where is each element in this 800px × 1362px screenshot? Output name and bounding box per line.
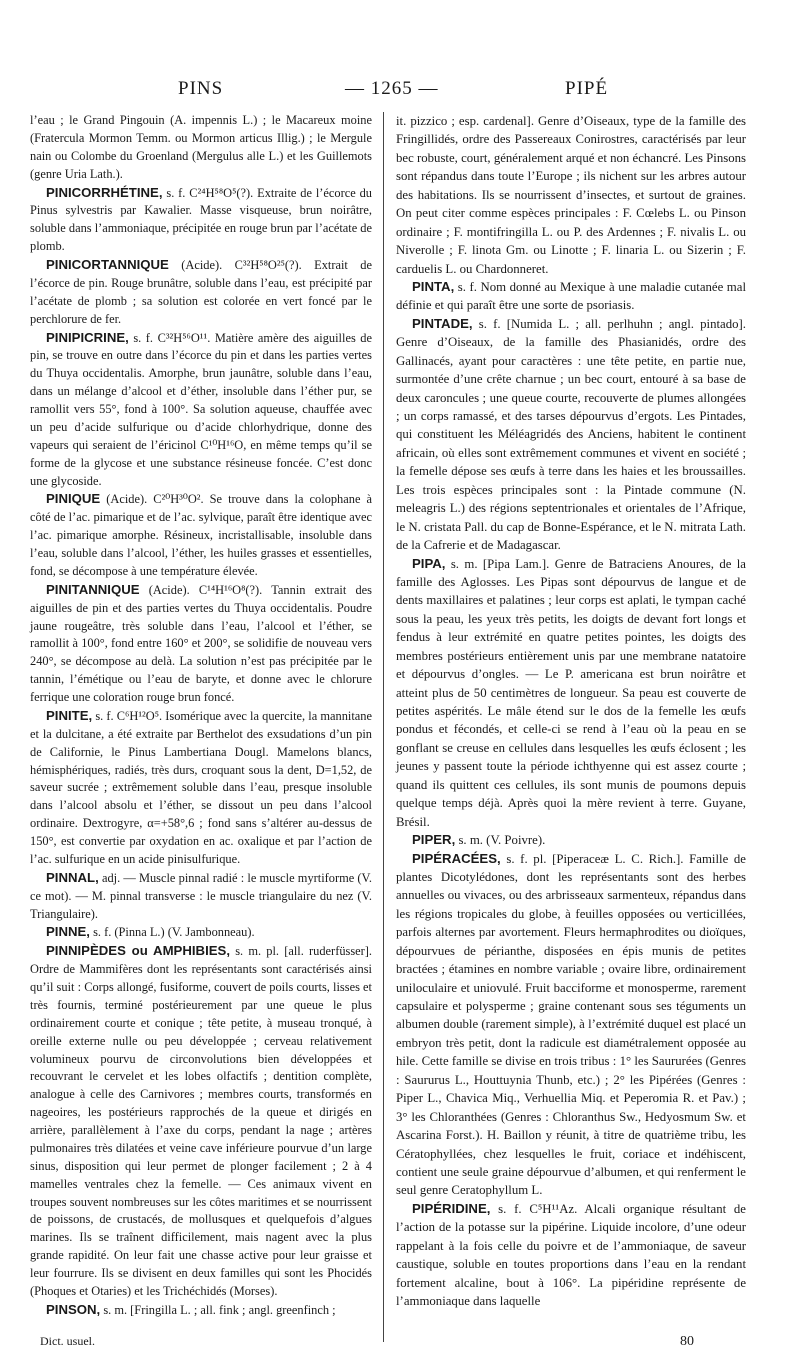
entry-headword: PIPÉRIDINE, [412,1200,491,1216]
entry-headword: PIPA, [412,555,446,571]
entry-text: s. f. Nom donné au Mexique à une maladie cutanée mal définie et qui paraît être une sorte de psoriasis. [396,279,746,313]
entry-text: s. m. pl. [all. ruderfüsser]. Ordre de Mammifères dont les représentants sont caractérisés ainsi qu’il suit : Corps allongé, fusiforme, couvert de poils courts, lisses et très fournis, terminé postérieurement par une queue le plus ordinairement courte et conique ; tête petite, à museau tronqué, à oreille externe nulle ou peu développée ; cerveau relativement volumineux pourvu de circonvolutions bien développées et recouvrant le cervelet et les lobes olfactifs ; dentition complète, analogue à celle des Carnivores ; membres courts, transformés en nageoires, les postérieurs rapprochés de la queue et dirigés en arrière, parallèlement à l’axe du corps, pendant la nage ; artères pulmonaires très dilatées et veine cave inférieure pourvue d’un large sinus, disposition qui leur permet de plonger facilement ; 2 à 4 mamelles ventrales chez la femelle. — Ces animaux vivent en troupes souvent nombreuses sur les côtes maritimes et se nourrissent de poissons, de crustacés, de mollusques et quelquefois d’algues marines. Ils se traînent difficilement, mais nagent avec la plus grande rapidité. On leur fait une chasse active pour leur graisse et leur fourrure. Ils se divisent en deux familles qui sont les Phocidés (Phoques et Otaries) et les Trichéchidés (Morses). [30,944,373,1298]
footer-left: Dict. usuel. [40,1334,95,1348]
entry-text: s. f. C⁶H¹²O⁵. Isomérique avec la quercite, la mannitane et la dulcitane, a été extraite par Berthelot des exsudations d’un pin de Californie, le Pinus Lambertiana Dougl. Mamelons blancs, hémisphériques, radiés, très durs, croquant sous la dent, D=1,52, de saveur sucrée ; extrêmement soluble dans l’eau, presque insoluble dans l’alcool absolu et l’éther, se dissout un peu dans l’alcool ordinaire. Dextrogyre, α=+58°,6 ; fond sans s’altérer au-dessus de 150°, est convertie par oxydation en ac. oxalique et par l’action de l’ac. sulfurique en un acide pinisulfurique. [30,708,372,866]
dictionary-entry [30,1301,372,1320]
dictionary-entry [396,112,746,278]
page-header [0,78,800,108]
entry-text: s. m. (V. Poivre). [455,833,546,848]
dictionary-entry [30,869,372,924]
dictionary-entry [30,256,372,329]
entry-text: s. m. [Pipa Lam.]. Genre de Batraciens Anoures, de la famille des Aglosses. Les Pipas sont dépourvus de langue et de dents maxillaires et palatines ; leur corps est aplati, le tympan caché sous la peau, les yeux très petits, les doigts de devant fort longs et fendus à leur extrémité en quatre petites pointes, les doigts des membres postérieurs entièrement unis par une membrane natatoire et dépourvus d’ongles. — Le P. americana est brun noirâtre et atteint plus de 50 centimètres de longueur. Sa peau est couverte de petites aspérités. Le mâle étend sur le dos de la femelle les œufs pondus et fécondés, et celle-ci se rend à l’eau où la peau en se gonflant se creuse en cellules dans lesquelles les œufs éclosent ; les jeunes y passent toute la période ichthyenne qui est assez courte ; quand ils quittent ces cellules, ils sont munis de poumons depuis quelque temps déjà. Après quoi la mère revient à terre. Guyane, Brésil. [396,556,746,829]
entry-headword: PIPÉRACÉES, [412,850,501,866]
entry-headword: PINICORTANNIQUE [46,257,169,272]
dictionary-entry [30,923,372,942]
footer-signature: 80 [680,1334,694,1349]
dictionary-entry [30,581,372,707]
header-right-word: PIPÉ [565,78,609,99]
dictionary-entry [30,329,372,491]
entry-headword: PINNAL, [46,869,99,885]
dictionary-entry [30,942,372,1301]
entry-text: it. pizzico ; esp. cardenal]. Genre d’Oiseaux, type de la famille des Fringillidés, ordre des Passereaux Conirostres, caractérisés par leur bec robuste, court, généralement arqué et non échancré. Les Pinsons sont répandus dans toute l’Europe ; ils nichent sur les arbres autour des habitations. Ils se nourrissent d’insectes, et surtout de graines. On peut citer comme espèces principales : F. Cœlebs L. ou Pinson ordinaire ; F. montifringilla L. ou P. des Ardennes ; F. nivalis L. ou Niverolle ; F. linota Gm. ou Linotte ; F. linaria L. ou Sizerin ; F. carduelis L. ou Chardonneret. [396,114,746,276]
dictionary-entry [30,490,372,580]
entry-headword: PINIQUE [46,491,101,507]
entry-headword: PINTA, [412,278,455,294]
entry-headword: PIPER, [412,832,456,848]
dictionary-entry [30,184,372,257]
dictionary-entry [396,831,746,849]
entry-text: s. f. C⁵H¹¹Az. Alcali organique résultant de l’action de la potasse sur la pipérine. Liquide incolore, d’une odeur rappelant à la fois celle du poivre et de l’ammoniaque, de saveur caustique, soluble en toutes proportions dans l’eau en la rendant fortement alcaline, bout à 106°. La pipéridine représente de l’ammoniaque dans laquelle [396,1201,746,1308]
dictionary-entry [396,315,746,555]
entry-headword: PINITE, [46,707,93,723]
entry-text: s. m. [Fringilla L. ; all. fink ; angl. greenfinch ; [100,1302,336,1317]
page-number-header: — 1265 — [345,78,439,99]
entry-text: adj. — Muscle pinnal radié : le muscle myrtiforme (V. ce mot). — M. pinnal transverse : le muscle triangulaire du nez (V. Triangulaire). [30,870,372,921]
entry-text: (Acide). C³²H⁵⁸O²⁵(?). Extrait de l’écorce de pin. Rouge brunâtre, soluble dans l’eau, est précipité par l’acétate de plomb ; sa solution est colorée en vert foncé par le perchlorure de fer. [30,258,372,326]
entry-headword: PINSON, [46,1301,101,1317]
entry-text: (Acide). C²⁰H³⁰O². Se trouve dans la colophane à côté de l’ac. pimarique et de l’ac. sylvique, paraît être identique avec l’ac. pimarique amorphe. Résineux, incristallisable, insoluble dans l’eau, soluble dans l’alcool, l’éther, les huiles grasses et essentielles, fond, se décompose à une température élevée. [30,492,372,578]
entry-headword: PINIPICRINE, [46,329,129,345]
column-divider [383,112,384,1342]
dictionary-entry [396,278,746,315]
left-column [30,112,372,1320]
entry-text: l’eau ; le Grand Pingouin (A. impennis L.) ; le Macareux moine (Fratercula Mormon Temm. ou Mormon articus Illig.) ; le Mergule nain ou Colombe du Groenland (Mergulus alle L.) et les Guillemots (genre Uria Lath.). [30,113,372,181]
entry-text: s. f. (Pinna L.) (V. Jambonneau). [89,925,255,940]
entry-text: (Acide). C¹⁴H¹⁶O⁸(?). Tannin extrait des aiguilles de pin et des parties vertes du Thuya occidentalis. Poudre jaune rougeâtre, très soluble dans l’eau, l’alcool et l’éther, se ramollit à 100°, fond entre 160° et 200°, se solidifie de nouveau vers 240°, se décompose au delà. La solution n’est pas précipitée par le tannin, l’émétique ou l’eau de baryte, et donne avec le chlorure ferrique une coloration rouge brun foncé. [30,582,372,704]
header-left-word: PINS [178,78,224,99]
dictionary-entry [396,555,746,832]
entry-headword: PINITANNIQUE [46,581,140,597]
entry-headword: PINTADE, [412,315,473,331]
entry-text: s. f. [Numida L. ; all. perlhuhn ; angl. pintado]. Genre d’Oiseaux, de la famille des Phasianidés, ordre des Gallinacés, ayant pour caractères : une tête petite, en partie nue, surmontée d’une crête charnue ; un bec court, entouré à sa base de deux caroncules ; une queue courte, recouverte de plumes allongées ; un corps ramassé, et des tarses dépourvus d’ergots. Les Pintades, qui constituent les Méléagridés des Anciens, habitent le continent africain, où elles sont extrêmement communes et vivent en société ; la femelle dépose ses œufs à terre dans les haies et les broussailles. Les trois espèces principales sont : la Pintade commune (N. meleagris L.) des régions septentrionales et orientales de l’Afrique, le N. cristata Pall. du cap de Bonne-Espérance, et le N. mitrata Lath. de la Cafrerie et de Madagascar. [396,316,747,553]
dictionary-entry [396,1200,746,1311]
dictionary-entry [30,707,372,869]
right-column [396,112,746,1310]
entry-text: s. f. C²⁴H⁵⁸O⁵(?). Extraite de l’écorce du Pinus sylvestris par Kawalier. Masse visqueuse, brun noirâtre, soluble dans l’ammoniaque, précipitée en rouge brun par l’acétate de plomb. [30,185,372,254]
dictionary-entry [30,112,372,184]
entry-text: s. f. pl. [Piperaceæ L. C. Rich.]. Famille de plantes Dicotylédones, dont les représentants sont des herbes annuelles ou vivaces, ou des arbrisseaux sarmenteux, répandus dans les régions tropicales du globe, à feuilles opposées ou verticillées, parfois alternes par avortement. Fleurs hermaphrodites ou dioïques, dépourvues de périanthe, disposées en épis munis de petites bractées ; étamines en nombre variable ; ovaire libre, ordinairement uniloculaire et uniovulé. Fruit bacciforme et monosperme, rarement capsulaire et polysperme ; graine contenant sous ses téguments un albumen double (rarement simple), à l’extrémité duquel est placé un embryon très petit, dont la radicule est diamétralement opposée au hile. Cette famille se divise en trois tribus : 1° les Saururées (Genres : Saururus L., Houttuynia Thunb, etc.) ; 2° les Pipérées (Genres : Piper L., Chavica Miq., Verhuellia Miq. et Peperomia R. et Pav.) ; 3° les Chloranthées (Genres : Chloranthus Sw., Hedyosmum Sw. et Ascarina Forst.). H. Baillon y réunit, à titre de quatrième tribu, les Cératophyllées, chez lesquelles le fruit, coriace et indéhiscent, contient une seule graine dépourvue d’albumen, et qui renferment le seul genre Ceratophyllum L. [396,851,746,1198]
entry-headword: PINNE, [46,924,90,940]
entry-headword: PINICORRHÉTINE, [46,184,163,200]
entry-text: s. f. C³²H⁵⁶O¹¹. Matière amère des aiguilles de pin, se trouve en outre dans l’écorce du pin et dans les parties vertes du Thuya occidentalis. Amorphe, brun jaunâtre, soluble dans l’eau, dans un mélange d’alcool et d’éther, insoluble dans l’éther pur, se ramollit vers 55°, fond à 100°. Sa solution aqueuse, chauffée avec un peu d’acide sulfurique ou d’acide chlorhydrique, donne des vapeurs qui seraient de l’éricinol C¹⁰H¹⁶O, en même temps qu’il se forme de la glycose et une substance résineuse foncée. C’est donc une glycoside. [30,330,372,488]
entry-headword: PINNIPÈDES ou AMPHIBIES, [46,943,230,959]
dictionary-entry [396,850,746,1200]
